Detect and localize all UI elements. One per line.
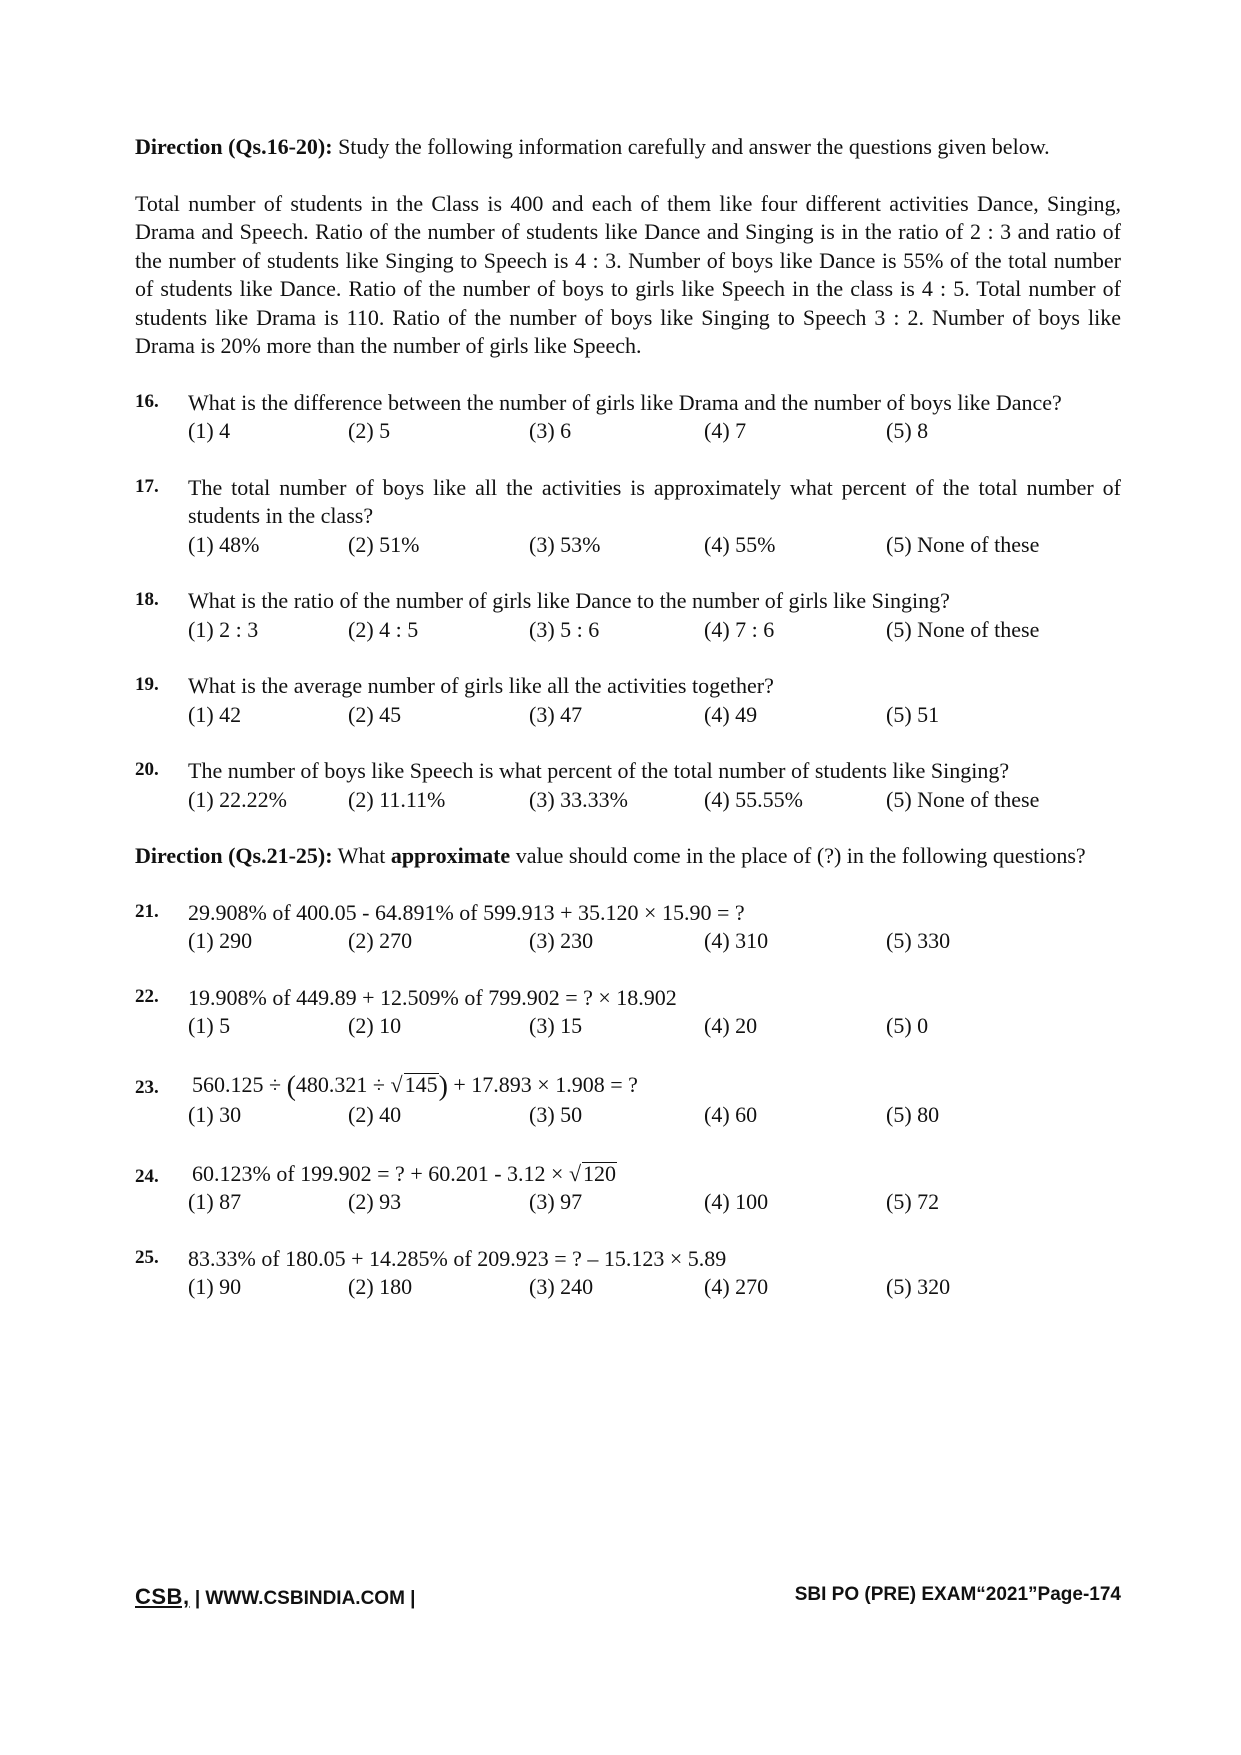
option: (2) 10 — [348, 1013, 402, 1038]
open-paren: ( — [286, 1070, 296, 1102]
question-number: 21. — [135, 900, 159, 922]
options — [188, 1012, 1121, 1041]
question-text: What is the difference between the number of girls like Drama and the number of boys like Dance? — [188, 389, 1062, 415]
option: (1) 42 — [188, 701, 242, 727]
direction-label: Direction (Qs.21-25): — [135, 843, 333, 868]
footer-left — [135, 1584, 416, 1610]
option: (4) 60 — [704, 1102, 758, 1127]
option: (1) 5 — [188, 1013, 231, 1038]
option: (5) 72 — [886, 1189, 940, 1214]
option: (1) 2 : 3 — [188, 616, 259, 642]
options — [188, 616, 1121, 645]
option: (5) 8 — [886, 418, 929, 443]
question-22 — [135, 984, 1121, 1041]
question-21 — [135, 899, 1121, 956]
option: (5) 80 — [886, 1102, 940, 1127]
question-16 — [135, 389, 1121, 446]
option: (3) 47 — [529, 701, 583, 727]
option: (5) 51 — [886, 701, 940, 727]
question-number: 19. — [135, 674, 159, 695]
option: (5) 320 — [886, 1274, 951, 1299]
website-link[interactable]: | WWW.CSBINDIA.COM | — [189, 1588, 416, 1609]
direction-16-20 — [135, 133, 1121, 162]
page-content — [135, 133, 1121, 1302]
option: (4) 7 — [704, 418, 747, 443]
question-text: The number of boys like Speech is what percent of the total number of students like Singing? — [188, 758, 1010, 783]
option: (2) 270 — [348, 928, 413, 953]
question-number: 25. — [135, 1246, 159, 1268]
csb-logo: CSB, — [135, 1584, 190, 1609]
option: (3) 15 — [529, 1013, 583, 1038]
option: (4) 100 — [704, 1189, 769, 1214]
question-number: 17. — [135, 475, 159, 497]
option: (5) 0 — [886, 1013, 929, 1038]
option: (3) 6 — [529, 418, 572, 443]
question-expression — [188, 1160, 1121, 1189]
option: (3) 5 : 6 — [529, 616, 600, 642]
sqrt-symbol: √ — [568, 1160, 582, 1186]
options — [188, 786, 1121, 815]
question-number: 24. — [135, 1165, 159, 1187]
option: (3) 33.33% — [529, 786, 628, 812]
option: (5) None of these — [886, 616, 1040, 642]
question-23 — [135, 1071, 1121, 1130]
question-expression — [188, 1071, 1121, 1102]
options — [188, 1273, 1121, 1302]
close-paren: ) — [438, 1070, 448, 1102]
question-17 — [135, 474, 1121, 560]
option: (3) 50 — [529, 1102, 583, 1127]
option: (3) 230 — [529, 928, 594, 953]
question-text: What is the ratio of the number of girls like Dance to the number of girls like Singing? — [188, 588, 950, 613]
option: (4) 310 — [704, 928, 769, 953]
question-20 — [135, 757, 1121, 814]
option: (1) 90 — [188, 1274, 242, 1299]
options — [188, 417, 1121, 446]
sqrt-symbol: √ — [390, 1071, 403, 1097]
question-25 — [135, 1245, 1121, 1302]
option: (1) 48% — [188, 531, 260, 557]
option: (3) 240 — [529, 1274, 594, 1299]
expression-part: 560.125 ÷ — [192, 1071, 287, 1097]
option: (5) 330 — [886, 928, 951, 953]
question-number: 16. — [135, 390, 159, 412]
page-footer — [135, 1584, 1121, 1614]
options — [188, 701, 1121, 730]
expression-part: + 17.893 × 1.908 = ? — [447, 1071, 638, 1097]
question-text: The total number of boys like all the activities is approximately what percent of the total number of students in the class? — [188, 474, 1121, 528]
option: (3) 53% — [529, 531, 601, 557]
options — [188, 531, 1121, 560]
question-text: 29.908% of 400.05 - 64.891% of 599.913 + 35.120 × 15.90 = ? — [188, 899, 745, 925]
option: (2) 180 — [348, 1274, 413, 1299]
option: (2) 45 — [348, 701, 402, 727]
option: (4) 49 — [704, 701, 758, 727]
question-number: 23. — [135, 1076, 159, 1098]
question-number: 18. — [135, 589, 159, 610]
option: (2) 40 — [348, 1102, 402, 1127]
option: (1) 87 — [188, 1189, 242, 1214]
direction-emphasis: approximate — [390, 843, 511, 868]
option: (2) 11.11% — [348, 786, 446, 812]
options — [188, 1101, 1121, 1130]
direction-21-25 — [135, 842, 1121, 871]
option: (2) 93 — [348, 1189, 402, 1214]
option: (1) 22.22% — [188, 786, 287, 812]
question-18 — [135, 587, 1121, 644]
option: (4) 55.55% — [704, 786, 803, 812]
page-number: SBI PO (PRE) EXAM“2021”Page-174 — [794, 1584, 1121, 1605]
option: (1) 4 — [188, 418, 231, 443]
option: (4) 270 — [704, 1274, 769, 1299]
expression-part: 60.123% of 199.902 = ? + 60.201 - 3.12 × — [192, 1160, 569, 1186]
options — [188, 927, 1121, 956]
direction-text: What — [332, 843, 391, 868]
radicand: 120 — [583, 1160, 617, 1186]
question-24 — [135, 1160, 1121, 1217]
question-text: What is the average number of girls like all the activities together? — [188, 673, 774, 698]
direction-text: value should come in the place of (?) in the following questions? — [510, 843, 1086, 868]
option: (5) None of these — [886, 531, 1040, 557]
question-text: 83.33% of 180.05 + 14.285% of 209.923 = ? – 15.123 × 5.89 — [188, 1245, 727, 1271]
question-19 — [135, 672, 1121, 729]
option: (1) 30 — [188, 1102, 242, 1127]
option: (2) 5 — [348, 418, 391, 443]
option: (1) 290 — [188, 928, 253, 953]
option: (3) 97 — [529, 1189, 583, 1214]
option: (2) 4 : 5 — [348, 616, 419, 642]
options — [188, 1188, 1121, 1217]
option: (4) 7 : 6 — [704, 616, 775, 642]
direction-text: Study the following information carefully and answer the questions given below. — [332, 134, 1050, 159]
question-number: 20. — [135, 759, 159, 780]
option: (2) 51% — [348, 531, 420, 557]
option: (4) 20 — [704, 1013, 758, 1038]
radicand: 145 — [404, 1071, 438, 1097]
passage: Total number of students in the Class is 400 and each of them like four different activities Dance, Singing, Drama and Speech. Ratio of the number of students like Dance and Singing is in the ratio of 2 : 3 and ratio of the number of students like Singing to Speech is 4 : 3. Number of boys like Dance is 55% of the total number of students like Dance. Ratio of the number of boys to girls like Speech in the class is 4 : 5. Total number of students like Drama is 110. Ratio of the number of boys like Singing to Speech 3 : 2. Number of boys like Drama is 20% more than the number of girls like Speech. — [135, 190, 1121, 358]
direction-label: Direction (Qs.16-20): — [135, 134, 333, 159]
option: (5) None of these — [886, 786, 1040, 812]
question-text: 19.908% of 449.89 + 12.509% of 799.902 = ? × 18.902 — [188, 984, 677, 1010]
expression-part: 480.321 ÷ — [295, 1071, 391, 1097]
question-number: 22. — [135, 985, 159, 1007]
option: (4) 55% — [704, 531, 776, 557]
